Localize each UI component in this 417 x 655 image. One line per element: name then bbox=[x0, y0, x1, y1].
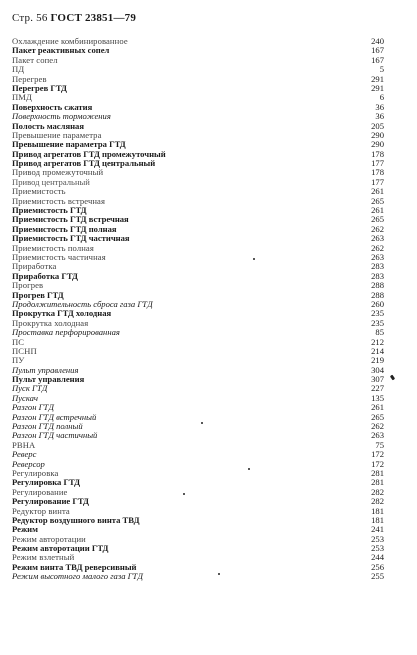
index-page-number: 235 bbox=[371, 308, 384, 319]
index-page-number: 75 bbox=[375, 439, 384, 450]
index-page-number: 263 bbox=[371, 251, 384, 262]
index-page-number: 291 bbox=[371, 82, 384, 93]
index-term: Регулировка ГТД bbox=[12, 477, 81, 488]
index-entry bbox=[12, 56, 384, 65]
index-entry bbox=[12, 46, 384, 55]
index-term: Привод центральный bbox=[12, 176, 90, 187]
index-page-number: 290 bbox=[371, 129, 384, 140]
index-page-number: 172 bbox=[371, 449, 384, 460]
index-term: Редуктор винта bbox=[12, 505, 70, 516]
index-page-number: 181 bbox=[371, 505, 384, 516]
index-page-number: 172 bbox=[371, 458, 384, 469]
index-page-number: 288 bbox=[371, 289, 384, 300]
index-page-number: 135 bbox=[371, 392, 384, 403]
index-entry bbox=[12, 478, 384, 487]
index-term: Перегрев bbox=[12, 73, 47, 84]
index-term: Приработка ГТД bbox=[12, 270, 78, 281]
index-page-number: 181 bbox=[371, 514, 384, 525]
index-term: Регулировка bbox=[12, 467, 59, 478]
index-page-number: 36 bbox=[375, 111, 384, 122]
index-page-number: 290 bbox=[371, 139, 384, 150]
index-term: Прокрутка ГТД холодная bbox=[12, 308, 112, 319]
index-page-number: 6 bbox=[379, 92, 384, 103]
index-term: Проставка перфорированная bbox=[12, 327, 120, 338]
index-entry bbox=[12, 431, 384, 440]
index-term: ПСНП bbox=[12, 345, 37, 356]
index-term: Привод агрегатов ГТД центральный bbox=[12, 158, 156, 169]
index-term: Превышение параметра ГТД bbox=[12, 139, 126, 150]
index-page-number: 241 bbox=[371, 524, 384, 535]
index-page-number: 178 bbox=[371, 148, 384, 159]
index-term: Разгон ГТД bbox=[12, 402, 54, 413]
index-entry bbox=[12, 347, 384, 356]
index-page-number: 288 bbox=[371, 280, 384, 291]
index-page-number: 282 bbox=[371, 496, 384, 507]
index-term: Пуск ГТД bbox=[12, 383, 48, 394]
index-page-number: 282 bbox=[371, 486, 384, 497]
index-page-number: 167 bbox=[371, 54, 384, 65]
scan-speck bbox=[253, 258, 255, 260]
index-page-number: 205 bbox=[371, 120, 384, 131]
index-page-number: 212 bbox=[371, 336, 384, 347]
index-term: Пакет реактивных сопел bbox=[12, 45, 110, 56]
index-entry bbox=[12, 394, 384, 403]
index-page-number: 177 bbox=[371, 158, 384, 169]
index-term: Режим bbox=[12, 524, 38, 535]
index-term: Пульт управления bbox=[12, 364, 79, 375]
index-term: Режим взлетный bbox=[12, 552, 75, 563]
index-page-number: 260 bbox=[371, 298, 384, 309]
index-page-number: 178 bbox=[371, 167, 384, 178]
index-entry bbox=[12, 75, 384, 84]
index-term: Поверхность сжатия bbox=[12, 101, 93, 112]
index-term: ПУ bbox=[12, 355, 25, 366]
index-page-number: 281 bbox=[371, 467, 384, 478]
index-term: Пакет сопел bbox=[12, 54, 58, 65]
index-term: Пускач bbox=[12, 392, 38, 403]
index-entry bbox=[12, 84, 384, 93]
index-page-number: 167 bbox=[371, 45, 384, 56]
index-entry-list bbox=[12, 37, 384, 582]
index-page-number: 304 bbox=[371, 364, 384, 375]
scan-speck bbox=[183, 493, 185, 495]
scan-speck bbox=[248, 468, 250, 470]
index-page-number: 262 bbox=[371, 242, 384, 253]
index-page-number: 177 bbox=[371, 176, 384, 187]
index-term: Приемистость встречная bbox=[12, 195, 106, 206]
index-term: Разгон ГТД полный bbox=[12, 421, 83, 432]
index-term: Редуктор воздушного винта ТВД bbox=[12, 514, 140, 525]
index-page-number: 240 bbox=[371, 36, 384, 46]
index-term: Режим авторотации ГТД bbox=[12, 543, 109, 554]
index-term: Прогрев ГТД bbox=[12, 289, 64, 300]
index-term: Поверхность торможения bbox=[12, 111, 111, 122]
index-term: РВНА bbox=[12, 439, 36, 450]
index-term: Режим высотного малого газа ГТД bbox=[12, 571, 143, 582]
index-page-number: 265 bbox=[371, 411, 384, 422]
index-term: Приработка bbox=[12, 261, 57, 272]
index-page-number: 244 bbox=[371, 552, 384, 563]
index-entry bbox=[12, 516, 384, 525]
index-page-number: 307 bbox=[371, 374, 384, 385]
index-page-number: 36 bbox=[375, 101, 384, 112]
index-term: Привод промежуточный bbox=[12, 167, 104, 178]
index-entry bbox=[12, 178, 384, 187]
index-term: Прогрев bbox=[12, 280, 44, 291]
index-entry bbox=[12, 65, 384, 74]
index-page-number: 283 bbox=[371, 261, 384, 272]
index-entry bbox=[12, 460, 384, 469]
gost-label: ГОСТ 23851—79 bbox=[50, 12, 137, 24]
index-term: Полость масляная bbox=[12, 120, 84, 131]
index-term: ПД bbox=[12, 64, 25, 75]
index-term: Приемистость частичная bbox=[12, 251, 106, 262]
index-page-number: 85 bbox=[375, 327, 384, 338]
index-page-number: 262 bbox=[371, 223, 384, 234]
scan-speck bbox=[390, 375, 395, 381]
index-entry bbox=[12, 272, 384, 281]
index-page-number: 5 bbox=[379, 64, 384, 75]
index-page-number: 263 bbox=[371, 430, 384, 441]
index-term: Охлаждение комбинированное bbox=[12, 36, 128, 46]
scan-speck bbox=[218, 573, 220, 575]
index-term: Привод агрегатов ГТД промежуточный bbox=[12, 148, 166, 159]
index-page-number: 283 bbox=[371, 270, 384, 281]
index-term: Перегрев ГТД bbox=[12, 82, 67, 93]
index-term: Приемистость полная bbox=[12, 242, 94, 253]
page-header bbox=[12, 12, 136, 24]
index-page-number: 291 bbox=[371, 73, 384, 84]
index-page-number: 253 bbox=[371, 533, 384, 544]
index-page-number: 256 bbox=[371, 561, 384, 572]
index-page-number: 219 bbox=[371, 355, 384, 366]
index-entry bbox=[12, 572, 384, 581]
index-page-number: 263 bbox=[371, 233, 384, 244]
index-term: Прокрутка холодная bbox=[12, 317, 89, 328]
index-term: Реверсор bbox=[12, 458, 45, 469]
index-term: Приемистость ГТД частичная bbox=[12, 233, 130, 244]
index-entry bbox=[12, 253, 384, 262]
index-entry bbox=[12, 328, 384, 337]
index-term: Реверс bbox=[12, 449, 37, 460]
index-term: Разгон ГТД частичный bbox=[12, 430, 98, 441]
index-term: Продолжительность сброса газа ГТД bbox=[12, 298, 153, 309]
index-page-number: 253 bbox=[371, 543, 384, 554]
index-term: ПС bbox=[12, 336, 25, 347]
scan-speck bbox=[201, 422, 203, 424]
index-term: Пульт управления bbox=[12, 374, 85, 385]
index-page-number: 265 bbox=[371, 195, 384, 206]
index-term: Регулирование ГТД bbox=[12, 496, 89, 507]
index-page-number: 235 bbox=[371, 317, 384, 328]
index-page-number: 261 bbox=[371, 402, 384, 413]
index-entry bbox=[12, 338, 384, 347]
index-page-number: 281 bbox=[371, 477, 384, 488]
index-entry bbox=[12, 450, 384, 459]
index-page-number: 261 bbox=[371, 205, 384, 216]
index-term: Режим винта ТВД реверсивный bbox=[12, 561, 137, 572]
index-term: Приемистость ГТД bbox=[12, 205, 87, 216]
index-page-number: 262 bbox=[371, 421, 384, 432]
index-term: ПМД bbox=[12, 92, 33, 103]
index-term: Превышение параметра bbox=[12, 129, 102, 140]
index-page-number: 261 bbox=[371, 186, 384, 197]
index-term: Приемистость bbox=[12, 186, 66, 197]
index-page-number: 255 bbox=[371, 571, 384, 582]
index-entry bbox=[12, 375, 384, 384]
index-term: Приемистость ГТД встречная bbox=[12, 214, 129, 225]
index-entry bbox=[12, 384, 384, 393]
index-page-number: 227 bbox=[371, 383, 384, 394]
index-entry bbox=[12, 441, 384, 450]
index-term: Приемистость ГТД полная bbox=[12, 223, 117, 234]
index-term: Разгон ГТД встречный bbox=[12, 411, 97, 422]
index-entry bbox=[12, 281, 384, 290]
index-page-number: 214 bbox=[371, 345, 384, 356]
index-page-number: 265 bbox=[371, 214, 384, 225]
index-term: Регулирование bbox=[12, 486, 68, 497]
index-term: Режим авторотации bbox=[12, 533, 86, 544]
page-number-label: Стр. 56 bbox=[12, 12, 48, 24]
